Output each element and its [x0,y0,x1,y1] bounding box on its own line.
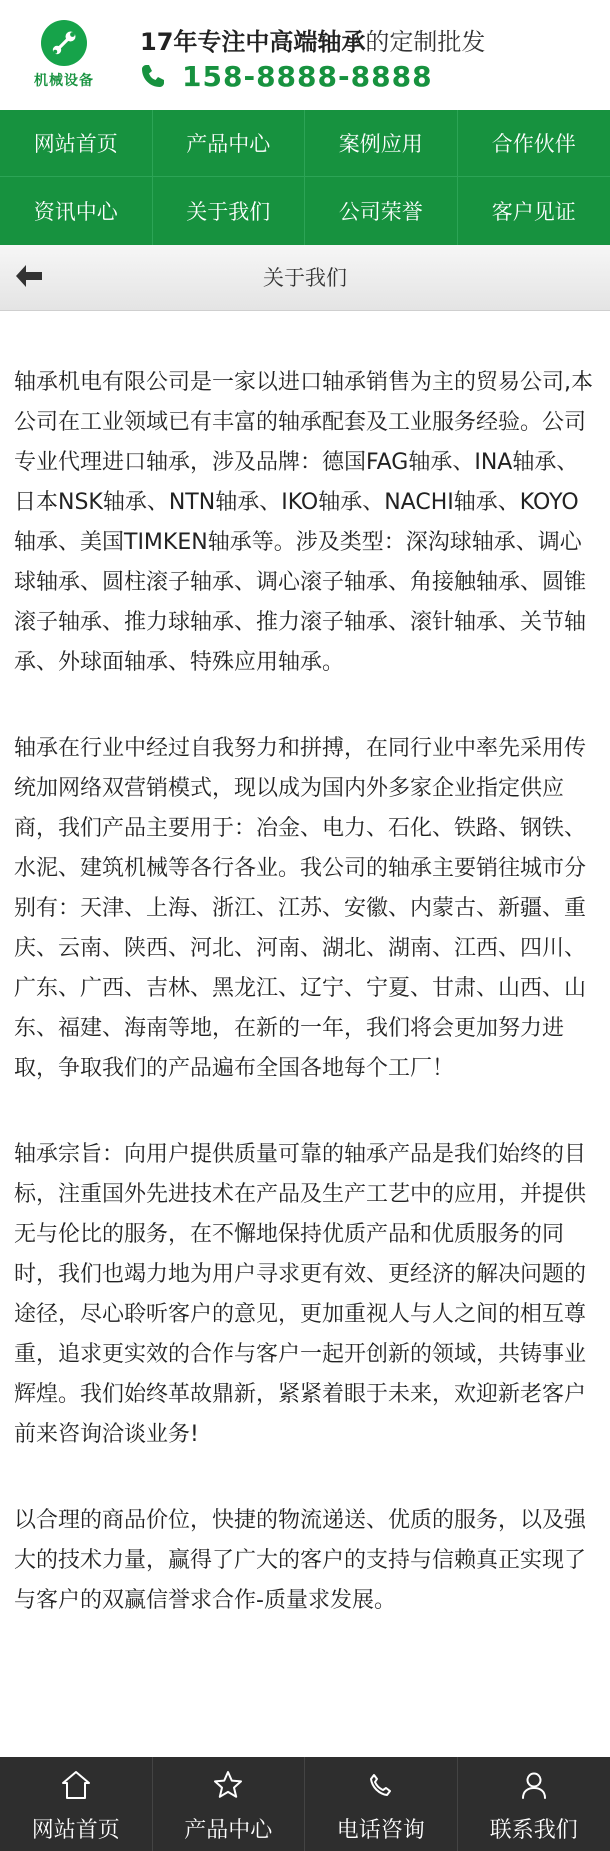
bottom-item-products[interactable] [153,1757,306,1851]
star-icon [212,1769,244,1801]
phone-icon [365,1769,397,1801]
arrow-left-icon [14,263,44,293]
site-header [0,0,610,110]
header-phone[interactable] [138,58,433,94]
bottom-item-call[interactable] [305,1757,458,1851]
wrench-icon [41,20,87,66]
slogan [140,22,485,57]
bottom-item-label: 联系我们 [489,1818,578,1843]
page-title: 关于我们 [263,266,347,290]
bottom-item-label: 网站首页 [31,1818,120,1843]
content-paragraph: 轴承在行业中经过自我努力和拼搏，在同行业中率先采用传统加网络双营销模式，现以成为国内外多家企业指定供应商，我们产品主要用于：冶金、电力、石化、铁路、钢铁、水泥、建筑机械等各行各业。我公司的轴承主要销往城市分别有：天津、上海、浙江、江苏、安徽、内蒙古、新疆、重 庆、云南、陕西、河北、河南、湖北、湖南、江西、四川、广东、广西、吉林、黑龙江、辽宁、宁夏、甘肃、山西、山东、福建、海南等地，在新的一年，我们将会更加努力进取，争取我们的产品遍布全国各地每个工厂！ [14,736,587,1081]
bottom-item-home[interactable] [0,1757,153,1851]
content-paragraph: 轴承机电有限公司是一家以进口轴承销售为主的贸易公司,本公司在工业领域已有丰富的轴承配套及工业服务经验。公司专业代理进口轴承，涉及品牌：德国FAG轴承、INA轴承、日本NSK轴承、NTN轴承、IKO轴承、NACHI轴承、KOYO轴承、美国TIMKEN轴承等。涉及类型：深沟球轴承、调心球轴承、圆柱滚子轴承、调心滚子轴承、角接触轴承、圆锥滚子轴承、推力球轴承、推力滚子轴承、滚针轴承、关节轴承、外球面轴承、特殊应用轴承。 [14,370,593,675]
content-paragraph: 轴承宗旨：向用户提供质量可靠的轴承产品是我们始终的目标，注重国外先进技术在产品及生产工艺中的应用，并提供无与伦比的服务，在不懈地保持优质产品和优质服务的同时，我们也竭力地为用户寻求更有效、更经济的解决问题的途径，尽心聆听客户的意见，更加重视人与人之间的相互尊重，追求更实效的合作与客户一起开创新的领域，共铸事业辉煌。我们始终革故鼎新，紧紧着眼于未来，欢迎新老客户前来咨询洽谈业务! [14,1142,587,1447]
logo[interactable] [29,20,99,90]
user-icon [518,1769,550,1801]
nav-item-honors[interactable]: 公司荣誉 [305,177,458,245]
back-button[interactable] [12,261,46,295]
bottom-item-label: 电话咨询 [336,1818,425,1843]
about-content [14,363,598,1667]
logo-text: 机械设备 [34,73,94,89]
nav-item-testimonials[interactable]: 客户见证 [491,200,576,224]
bottom-item-label: 产品中心 [184,1818,273,1843]
slogan-rest: 的定制批发 [365,28,486,56]
main-nav [0,110,610,245]
phone-number[interactable]: 158-8888-8888 [182,59,433,93]
nav-item-home[interactable]: 网站首页 [0,110,153,177]
content-paragraph: 以合理的商品价位，快捷的物流递送、优质的服务，以及强大的技术力量，赢得了广大的客户的支持与信赖真正实现了与客户的双赢信誉求合作-质量求发展。 [14,1508,587,1613]
phone-icon [138,61,168,91]
page-titlebar [0,245,610,311]
slogan-highlight: 17年专注中高端轴承 [140,28,366,56]
nav-item-news[interactable]: 资讯中心 [0,177,153,245]
bottom-item-contact[interactable] [458,1757,610,1851]
nav-item-cases[interactable]: 案例应用 [305,110,458,177]
bottom-tabbar [0,1757,610,1851]
nav-item-partners[interactable]: 合作伙伴 [458,110,610,177]
nav-item-products[interactable]: 产品中心 [153,110,306,177]
nav-item-about[interactable]: 关于我们 [153,177,306,245]
home-icon [60,1769,92,1801]
